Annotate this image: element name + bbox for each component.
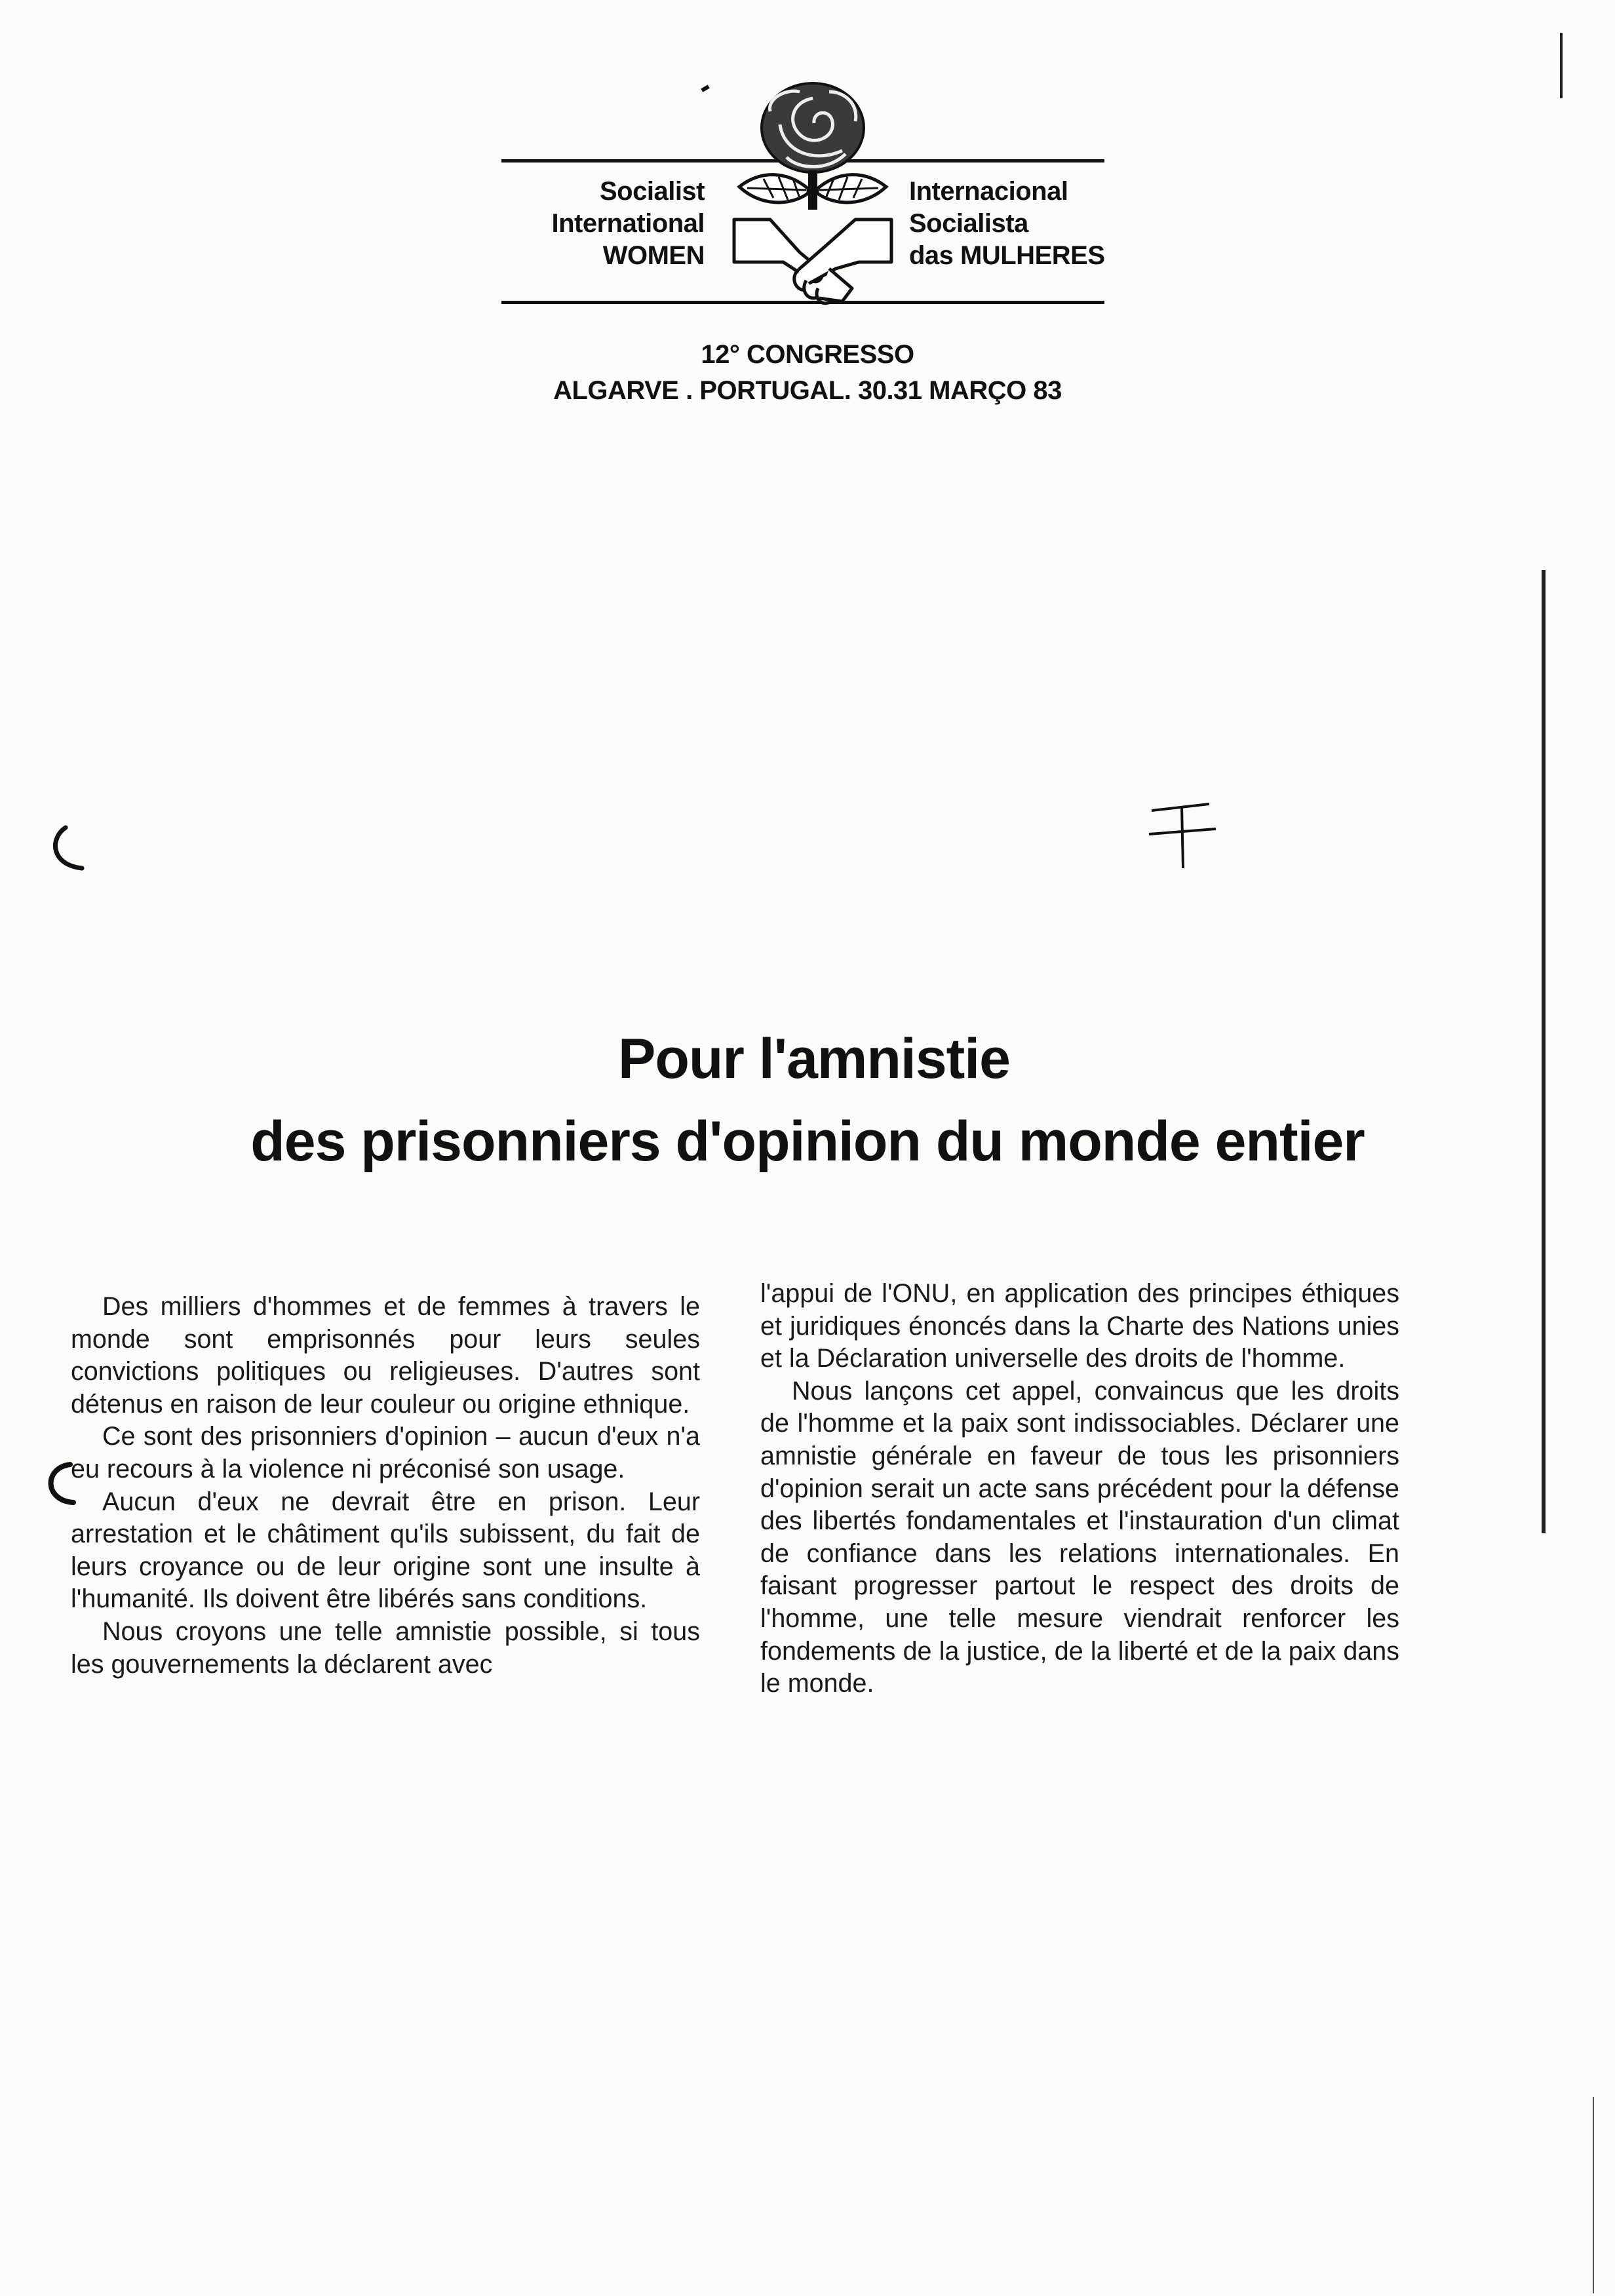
article-left-column — [71, 1291, 700, 1681]
logo-right-line-3: das MULHERES — [909, 241, 1105, 270]
article-title-line-2: des prisonniers d'opinion du monde entier — [250, 1110, 1365, 1173]
logo-left-line-3: WOMEN — [602, 241, 705, 270]
logo-text-right — [909, 176, 1106, 272]
article-right-column — [760, 1278, 1399, 1700]
logo-text-left — [511, 176, 705, 272]
scan-edge-line-top — [1560, 33, 1563, 98]
logo-left-line-2: International — [551, 209, 705, 238]
right-paragraph-1: l'appui de l'ONU, en application des principes éthiques et juridiques énoncés dans la Charte des Nations unies et la Déclaration universelle des droits de l'homme. — [760, 1279, 1399, 1373]
congress-title: 12° CONGRESSO — [701, 340, 914, 369]
left-paragraph-1: Des milliers d'hommes et de femmes à travers le monde sont emprisonnés pour leurs seules convictions politiques ou religieuses. D'autres sont détenus en raison de leur couleur ou origine ethnique. — [71, 1292, 700, 1419]
rose-handshake-emblem-icon — [721, 72, 905, 321]
article-title-line-1: Pour l'amnistie — [617, 1027, 1011, 1090]
right-paragraph-2: Nous lançons cet appel, convaincus que les droits de l'homme et la paix sont indissociables. Déclarer une amnistie générale en faveur de tous les prisonniers d'opinion serait un acte sans précédent pour la défense des libertés fondamentales et l'instauration d'un climat de confiance dans les relations internationales. En faisant progresser partout le respect des droits de l'homme, une telle mesure viendrait renforcer les fondements de la justice, de la liberté et de la paix dans le monde. — [760, 1376, 1399, 1698]
handwritten-f-annotation — [1144, 796, 1222, 875]
left-paragraph-4: Nous croyons une telle amnistie possible, si tous les gouvernements la déclarent avec — [71, 1617, 700, 1679]
stray-mark — [701, 85, 709, 92]
scan-edge-line-middle — [1542, 570, 1546, 1533]
scan-edge-line-bottom — [1593, 2097, 1594, 2293]
congress-location-date: ALGARVE . PORTUGAL. 30.31 MARÇO 83 — [553, 376, 1062, 405]
handwritten-arc-mark — [46, 822, 98, 875]
left-paragraph-3: Aucun d'eux ne devrait être en prison. Leur arrestation et le châtiment qu'ils subissent, du fait de leurs croyance ou de leur origine sont une insulte à l'humanité. Ils doivent être libérés sans conditions. — [71, 1487, 700, 1614]
logo-right-line-1: Internacional — [909, 177, 1068, 206]
logo-right-line-2: Socialista — [909, 209, 1028, 238]
logo-left-line-1: Socialist — [599, 177, 705, 206]
left-paragraph-2: Ce sont des prisonniers d'opinion – aucun d'eux n'a eu recours à la violence ni préconisé son usage. — [71, 1422, 700, 1483]
